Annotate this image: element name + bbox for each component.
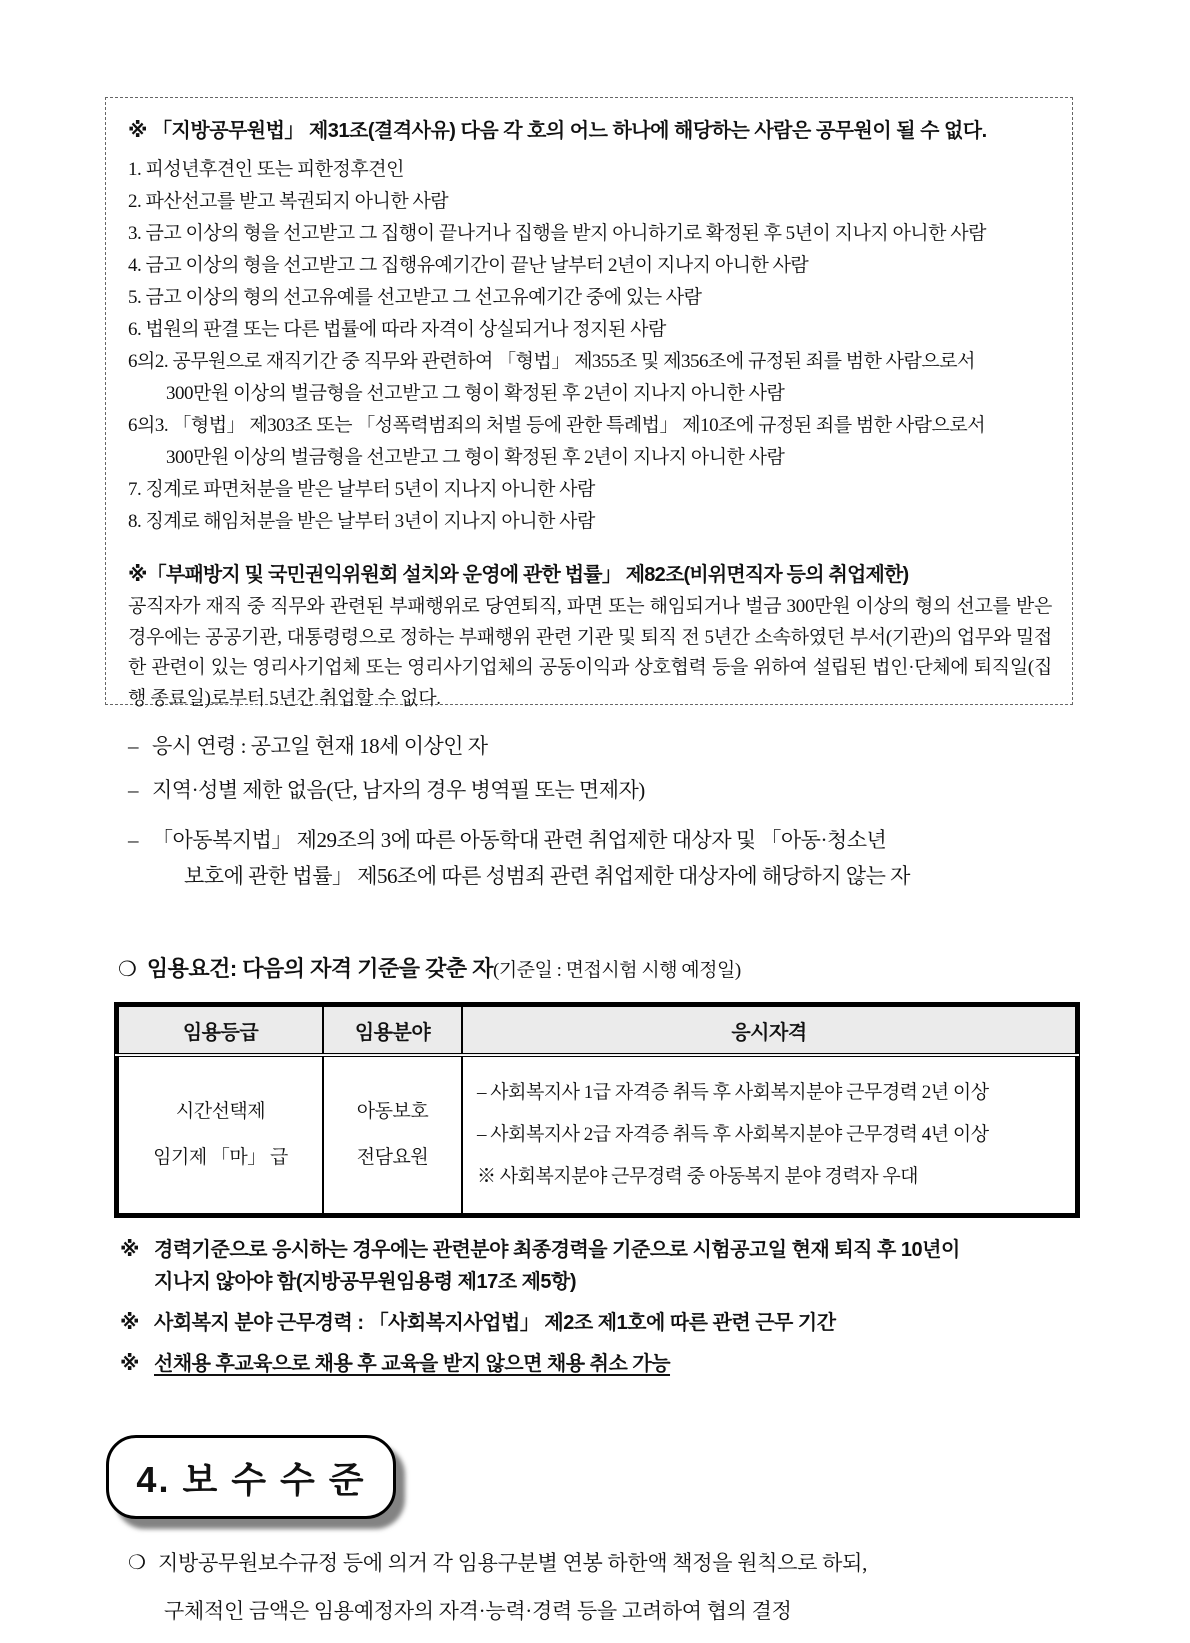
disqualification-item: 7. 징계로 파면처분을 받은 날부터 5년이 지나지 아니한 사람 xyxy=(128,479,595,500)
disqualification-item: 1. 피성년후견인 또는 피한정후견인 xyxy=(128,159,404,180)
note-social-welfare-career: ※ 사회복지 분야 근무경력 : 「사회복지사업법」 제2조 제1호에 따른 관련 근무 기간 xyxy=(120,1307,1120,1339)
eligibility-item-age: – 응시 연령 : 공고일 현재 18세 이상인 자 xyxy=(128,731,1078,761)
section-4-title: 4. 보 수 수 준 xyxy=(136,1458,366,1500)
anticorruption-law-heading: ※「부패방지 및 국민권익위원회 설치와 운영에 관한 법률」 제82조(비위면직자 등의 취업제한) xyxy=(128,564,909,586)
disqualification-item: 6의2. 공무원으로 재직기간 중 직무와 관련하여 「형법」 제355조 및 제356조에 규정된 죄를 범한 사람으로서 xyxy=(128,351,975,372)
section-4-salary-badge xyxy=(106,1435,396,1519)
reference-mark: ※ xyxy=(120,1312,139,1334)
disqualification-item-continuation: 300만원 이상의 벌금형을 선고받고 그 형이 확정된 후 2년이 지나지 아니한 사람 xyxy=(166,447,785,468)
employment-requirements-heading xyxy=(118,952,741,983)
disqualification-item: 3. 금고 이상의 형을 선고받고 그 집행이 끝나거나 집행을 받지 아니하기로 확정된 후 5년이 지나지 아니한 사람 xyxy=(128,223,986,244)
disqualification-item: 8. 징계로 해임처분을 받은 날부터 3년이 지나지 아니한 사람 xyxy=(128,511,595,532)
dash-bullet: – xyxy=(128,828,138,852)
disqualification-item-continuation: 300만원 이상의 벌금형을 선고받고 그 형이 확정된 후 2년이 지나지 아니한 사람 xyxy=(166,383,785,404)
salary-bullet: ❍ 지방공무원보수규정 등에 의거 각 임용구분별 연봉 하한액 책정을 원칙으로 하되, xyxy=(128,1548,1108,1578)
circle-bullet: ❍ xyxy=(118,957,137,981)
qualification-line: – 사회복지사 1급 자격증 취득 후 사회복지분야 근무경력 2년 이상 xyxy=(477,1082,989,1103)
eligibility-list xyxy=(128,731,1078,891)
disqualification-item: 6의3. 「형법」 제303조 또는 「성폭력범죄의 처벌 등에 관한 특례법」 제10조에 규정된 죄를 범한 사람으로서 xyxy=(128,415,986,436)
law-article31-heading: ※ 「지방공무원법」 제31조(결격사유) 다음 각 호의 어느 하나에 해당하는 사람은 공무원이 될 수 없다. xyxy=(128,120,987,142)
disqualification-item: 4. 금고 이상의 형을 선고받고 그 집행유예기간이 끝난 날부터 2년이 지나지 아니한 사람 xyxy=(128,255,809,276)
cell-grade: 시간선택제 임기제 「마」 급 xyxy=(117,1055,323,1215)
dash-bullet: – xyxy=(128,734,138,758)
column-header-qualification: 응시자격 xyxy=(462,1005,1077,1055)
eligibility-item-child-welfare: – 「아동복지법」 제29조의 3에 따른 아동학대 관련 취업제한 대상자 및 「아동·청소년 xyxy=(128,825,1078,855)
qualification-table xyxy=(115,1003,1079,1217)
disqualification-notice-box xyxy=(105,97,1073,709)
salary-bullet-continuation: 구체적인 금액은 임용예정자의 자격·능력·경력 등을 고려하여 협의 결정 xyxy=(164,1599,792,1623)
table-header-row xyxy=(117,1005,1077,1055)
disqualification-item: 5. 금고 이상의 형의 선고유예를 선고받고 그 선고유예기간 중에 있는 사람 xyxy=(128,287,702,308)
note-career-basis: ※ 경력기준으로 응시하는 경우에는 관련분야 최종경력을 기준으로 시험공고일 현재 퇴직 후 10년이 지나지 않아야 함(지방공무원임용령 제17조 제5항) xyxy=(120,1234,1120,1298)
cell-field: 아동보호 전담요원 xyxy=(323,1055,462,1215)
circle-bullet: ❍ xyxy=(128,1552,146,1574)
employment-requirements-title: 임용요건: 다음의 자격 기준을 갖춘 자 xyxy=(146,956,493,981)
table-row xyxy=(117,1055,1077,1215)
cell-qualifications xyxy=(462,1055,1077,1215)
eligibility-item-region-gender: – 지역·성별 제한 없음(단, 남자의 경우 병역필 또는 면제자) xyxy=(128,775,1078,805)
dash-bullet: – xyxy=(128,778,138,802)
anticorruption-law-paragraph: 공직자가 재직 중 직무와 관련된 부패행위로 당연퇴직, 파면 또는 해임되거나 벌금 300만원 이상의 형의 선고를 받은 경우에는 공공기관, 대통령령으로 정하는 부패행위 관련 기관 및 퇴직 전 5년간 소속하였던 부서(기관)의 업무와 밀접한 관련이 있는 영리사기업체 또는 영리사기업체의 공동이익과 상호협력 등을 위하여 설립된 법인·단체에 퇴직일(집행 종료일)로부터 5년간 취업할 수 없다. xyxy=(128,596,1052,709)
reference-mark: ※ xyxy=(120,1239,139,1261)
qualification-line: ※ 사회복지분야 근무경력 중 아동복지 분야 경력자 우대 xyxy=(477,1166,919,1187)
disqualification-item: 6. 법원의 판결 또는 다른 법률에 따라 자격이 상실되거나 정지된 사람 xyxy=(128,319,666,340)
employment-requirements-basis-date: (기준일 : 면접시험 시행 예정일) xyxy=(493,960,741,981)
qualification-line: – 사회복지사 2급 자격증 취득 후 사회복지분야 근무경력 4년 이상 xyxy=(477,1124,989,1145)
note-hire-first-train-later: ※ 선채용 후교육으로 채용 후 교육을 받지 않으면 채용 취소 가능 xyxy=(120,1348,1120,1380)
reference-mark: ※ xyxy=(120,1353,139,1375)
eligibility-item-child-welfare-continuation: 보호에 관한 법률」 제56조에 따른 성범죄 관련 취업제한 대상자에 해당하지 않는 자 xyxy=(184,864,910,888)
notes-list xyxy=(120,1234,1120,1380)
disqualification-item: 2. 파산선고를 받고 복권되지 아니한 사람 xyxy=(128,191,449,212)
column-header-grade: 임용등급 xyxy=(117,1005,323,1055)
salary-description xyxy=(128,1548,1108,1626)
column-header-field: 임용분야 xyxy=(323,1005,462,1055)
